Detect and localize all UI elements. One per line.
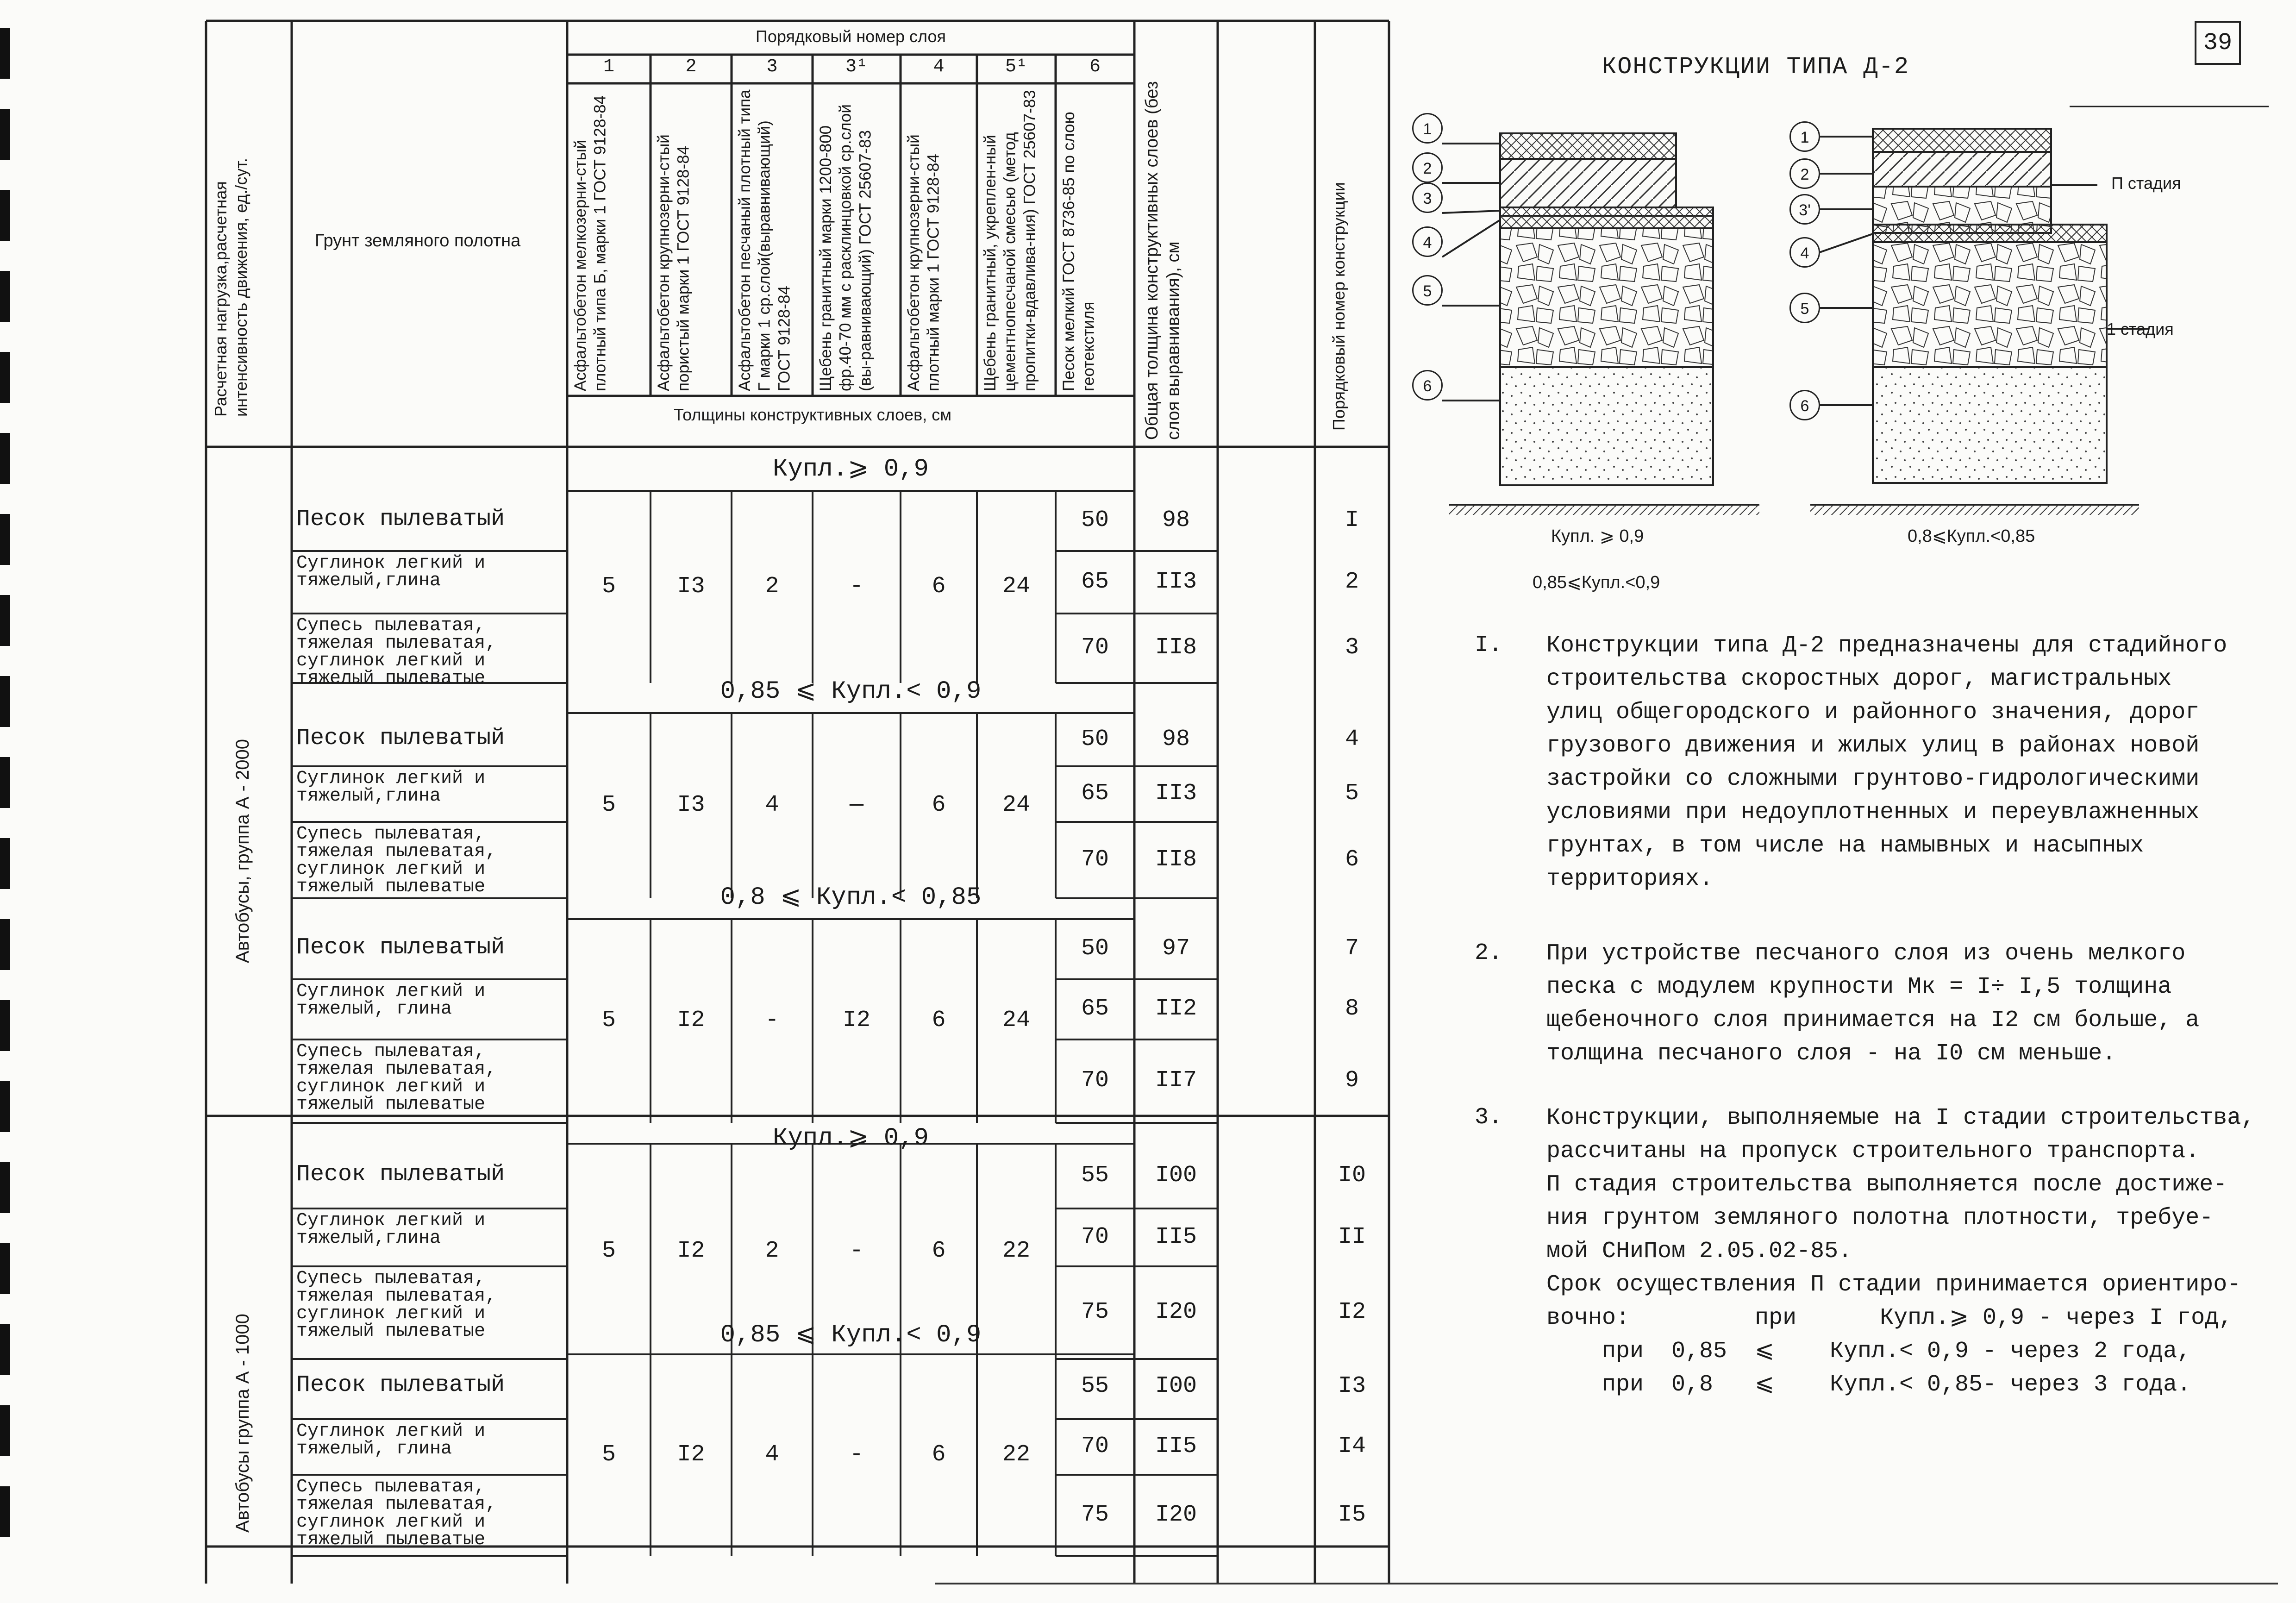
construction-number: 4 xyxy=(1345,726,1359,752)
total-thickness: II3 xyxy=(1155,780,1197,807)
soil-type: Суглинок легкий и тяжелый,глина xyxy=(296,1210,486,1249)
layer-thickness-value: 5 xyxy=(601,1441,616,1468)
total-thickness: 98 xyxy=(1162,507,1190,533)
total-thickness: II7 xyxy=(1155,1067,1197,1094)
layer-number: 5¹ xyxy=(1005,56,1027,77)
total-thickness: 98 xyxy=(1162,726,1190,752)
total-thickness: II3 xyxy=(1155,568,1197,595)
page-number: 39 xyxy=(2203,29,2233,56)
construction-number: 5 xyxy=(1345,780,1359,807)
stage-1-label: 1 стадия xyxy=(2107,319,2174,338)
note-text: Конструкции типа Д-2 предназначены для стадийного строительства скоростных дорог, магистральных улиц общегородского и районного значения, дорог грузового движения и жилых улиц в районах новой застройки со сложными грунтово-гидрологическими условиями при недоуплотненных и переувлажненных грунтах, в том числе на намывных и насыпных территориях. xyxy=(1546,632,2227,892)
construction-number: I3 xyxy=(1338,1373,1366,1399)
layer-number: 2 xyxy=(685,56,697,77)
thickness-label: Толщины конструктивных слоев, см xyxy=(673,405,952,424)
layer-header: Асфальтобетон мелкозерни-стый плотный типа Б, марки 1 ГОСТ 9128-84 xyxy=(571,95,609,391)
sand-thickness: 70 xyxy=(1081,846,1109,873)
layer-thickness-value: I2 xyxy=(677,1441,705,1468)
layer-thickness-value: - xyxy=(765,1007,779,1033)
right-caption: 0,8⩽Купл.<0,85 xyxy=(1908,526,2035,546)
layer-thickness-value: 2 xyxy=(765,573,779,600)
sand-thickness: 65 xyxy=(1081,568,1109,595)
band-label: 0,85 ⩽ Купл.< 0,9 xyxy=(720,677,982,706)
band-label: 0,8 ⩽ Купл.< 0,85 xyxy=(720,883,982,912)
note-number: 2. xyxy=(1475,940,1503,966)
construction-number: I5 xyxy=(1338,1501,1366,1528)
sand-thickness: 70 xyxy=(1081,634,1109,661)
layer-thickness-value: 24 xyxy=(1002,573,1030,600)
layer-callout: 1 xyxy=(1789,121,1820,152)
layer-number: 4 xyxy=(933,56,945,77)
soil-type: Супесь пылеватая, тяжелая пылеватая, суглинок легкий и тяжелый пылеватые xyxy=(296,824,497,897)
construction-number: I4 xyxy=(1338,1433,1366,1459)
layer-number-heading: Порядковый номер слоя xyxy=(756,27,946,46)
note-text: Конструкции, выполняемые на I стадии строительства, рассчитаны на пропуск строительного транспорта. П стадия строительства выполняется после достиже- ния грунтом земляного полотна плотности, требуе- мой СНиПом 2.05.02-85. Срок осуществления П стадии принимается ориентиро- вочно: при Купл.⩾ 0,9 - через I год, при 0,85 ⩽ Купл.< 0,9 - через 2 года, при 0,8 ⩽ Купл.< 0,85- через 3 года. xyxy=(1546,1105,2255,1398)
layer-thickness-value: I3 xyxy=(677,792,705,818)
layer-header: Щебень гранитный, укреплен-ный цементнопесчаной смесью (метод пропитки-вдавлива-ния) ГОСТ 25607-83 xyxy=(981,90,1039,391)
construction-number: 7 xyxy=(1345,935,1359,962)
layer-callout: 3 xyxy=(1412,182,1443,213)
layer-callout: 2 xyxy=(1789,158,1820,189)
sand-thickness: 50 xyxy=(1081,726,1109,752)
layer-header: Асфальтобетон песчаный плотный типа Г марки 1 ср.слой(выравнивающий) ГОСТ 9128-84 xyxy=(736,89,794,391)
sand-thickness: 65 xyxy=(1081,996,1109,1022)
soil-type: Супесь пылеватая, тяжелая пылеватая, суглинок легкий и тяжелый пылеватые xyxy=(296,1268,497,1342)
sand-thickness: 70 xyxy=(1081,1067,1109,1094)
layer-thickness-value: 24 xyxy=(1002,1007,1030,1033)
total-thickness-header: Общая толщина конструктивных слоев (без слоя выравнивания), см xyxy=(1142,81,1183,440)
construction-number: 8 xyxy=(1345,996,1359,1022)
construction-number: 6 xyxy=(1345,846,1359,873)
total-thickness: II8 xyxy=(1155,846,1197,873)
layer-header: Песок мелкий ГОСТ 8736-85 по слою геотекстиля xyxy=(1060,112,1098,391)
band-label: Купл.⩾ 0,9 xyxy=(773,455,929,483)
soil-type: Супесь пылеватая, тяжелая пылеватая, суглинок легкий и тяжелый пылеватые xyxy=(296,1477,497,1550)
layer-callout: 6 xyxy=(1412,370,1443,401)
soil-type: Суглинок легкий и тяжелый, глина xyxy=(296,981,486,1020)
soil-type: Песок пылеватый xyxy=(296,1161,505,1188)
total-thickness: II2 xyxy=(1155,996,1197,1022)
layer-callout: 2 xyxy=(1412,152,1443,183)
drawing-title: КОНСТРУКЦИИ ТИПА Д-2 xyxy=(1602,53,1910,81)
layer-thickness-value: 5 xyxy=(601,1237,616,1264)
sand-thickness: 55 xyxy=(1081,1162,1109,1189)
layer-callout: 4 xyxy=(1412,226,1443,257)
layer-callout: 3' xyxy=(1789,194,1820,225)
group-load-label-2: Автобусы группа А - 1000 xyxy=(232,1314,253,1533)
layer-callout: 6 xyxy=(1789,390,1820,420)
layer-thickness-value: I2 xyxy=(842,1007,870,1033)
sand-thickness: 75 xyxy=(1081,1299,1109,1325)
layer-callout: 1 xyxy=(1412,113,1443,144)
total-thickness: 97 xyxy=(1162,935,1190,962)
layer-thickness-value: I2 xyxy=(677,1237,705,1264)
left-caption-b: 0,85⩽Купл.<0,9 xyxy=(1533,573,1660,592)
layer-header: Асфальтобетон крупнозерни-стый пористый марки 1 ГОСТ 9128-84 xyxy=(655,134,693,391)
layer-callout: 5 xyxy=(1789,293,1820,323)
note-number: 3. xyxy=(1475,1104,1503,1131)
sand-thickness: 50 xyxy=(1081,935,1109,962)
layer-thickness-value: — xyxy=(849,792,863,818)
layer-thickness-value: 4 xyxy=(765,1441,779,1468)
total-thickness: II5 xyxy=(1155,1433,1197,1459)
layer-thickness-value: 6 xyxy=(932,1237,946,1264)
soil-type: Песок пылеватый xyxy=(296,934,505,961)
band-label: Купл.⩾ 0,9 xyxy=(773,1124,929,1152)
sand-thickness: 70 xyxy=(1081,1223,1109,1250)
total-thickness: I00 xyxy=(1155,1373,1197,1399)
layer-header: Асфальтобетон крупнозерни-стый плотный марки 1 ГОСТ 9128-84 xyxy=(905,134,943,391)
sand-thickness: 50 xyxy=(1081,507,1109,533)
layer-thickness-value: 6 xyxy=(932,792,946,818)
layer-number: 1 xyxy=(603,56,614,77)
construction-number: II xyxy=(1338,1223,1366,1250)
construction-number-header: Порядковый номер конструкции xyxy=(1329,182,1348,431)
soil-type: Супесь пылеватая, тяжелая пылеватая, суглинок легкий и тяжелый пылеватые xyxy=(296,1041,497,1115)
layer-number: 6 xyxy=(1089,56,1101,77)
group-load-label-1: Автобусы, группа А - 2000 xyxy=(232,739,253,963)
stage-2-label: П стадия xyxy=(2111,174,2181,193)
layer-thickness-value: - xyxy=(849,1441,863,1468)
soil-type: Песок пылеватый xyxy=(296,725,505,751)
construction-number: 3 xyxy=(1345,634,1359,661)
soil-type: Супесь пылеватая, тяжелая пылеватая, суглинок легкий и тяжелый пылеватые xyxy=(296,615,497,689)
note-number: I. xyxy=(1475,632,1503,658)
sand-thickness: 75 xyxy=(1081,1501,1109,1528)
layer-thickness-value: I2 xyxy=(677,1007,705,1033)
sand-thickness: 70 xyxy=(1081,1433,1109,1459)
layer-header: Щебень гранитный марки 1200-800 фр.40-70 мм с расклинцовкой ср.слой (вы-равнивающий) ГОСТ 25607-83 xyxy=(817,104,875,391)
load-column-header: Расчетная нагрузка,расчетная интенсивность движения, ед./сут. xyxy=(211,158,250,417)
construction-number: I0 xyxy=(1338,1162,1366,1189)
construction-number: 9 xyxy=(1345,1067,1359,1094)
total-thickness: I20 xyxy=(1155,1299,1197,1325)
layer-thickness-value: 22 xyxy=(1002,1237,1030,1264)
soil-column-header-text: Грунт земляного полотна xyxy=(315,231,521,250)
layer-thickness-value: - xyxy=(849,573,863,600)
soil-type: Песок пылеватый xyxy=(296,1372,505,1398)
layer-thickness-value: 4 xyxy=(765,792,779,818)
layer-thickness-value: 6 xyxy=(932,1007,946,1033)
layer-thickness-value: 5 xyxy=(601,792,616,818)
layer-number: 3 xyxy=(766,56,778,77)
soil-type: Суглинок легкий и тяжелый, глина xyxy=(296,1421,486,1459)
total-thickness: II8 xyxy=(1155,634,1197,661)
soil-type: Суглинок легкий и тяжелый,глина xyxy=(296,768,486,807)
band-label: 0,85 ⩽ Купл.< 0,9 xyxy=(720,1321,982,1349)
sand-thickness: 65 xyxy=(1081,780,1109,807)
layer-thickness-value: 22 xyxy=(1002,1441,1030,1468)
layer-thickness-value: 6 xyxy=(932,573,946,600)
note-text: При устройстве песчаного слоя из очень мелкого песка с модулем крупности Мк = I÷ I,5 толщина щебеночного слоя принимается на I2 см больше, а толщина песчаного слоя - на I0 см меньше. xyxy=(1546,940,2200,1067)
construction-number: I xyxy=(1345,507,1359,533)
total-thickness: I20 xyxy=(1155,1501,1197,1528)
total-thickness: I00 xyxy=(1155,1162,1197,1189)
layer-thickness-value: 5 xyxy=(601,1007,616,1033)
layer-callout: 5 xyxy=(1412,275,1443,306)
left-caption-a: Купл. ⩾ 0,9 xyxy=(1551,526,1644,546)
layer-number: 3¹ xyxy=(845,56,868,77)
sand-thickness: 55 xyxy=(1081,1373,1109,1399)
construction-number: 2 xyxy=(1345,568,1359,595)
construction-number: I2 xyxy=(1338,1299,1366,1325)
soil-column-header xyxy=(315,227,556,255)
layer-thickness-value: 24 xyxy=(1002,792,1030,818)
soil-type: Суглинок легкий и тяжелый,глина xyxy=(296,553,486,591)
total-thickness: II5 xyxy=(1155,1223,1197,1250)
layer-thickness-value: I3 xyxy=(677,573,705,600)
soil-type: Песок пылеватый xyxy=(296,506,505,532)
layer-thickness-value: 6 xyxy=(932,1441,946,1468)
layer-callout: 4 xyxy=(1789,237,1820,268)
layer-thickness-value: 2 xyxy=(765,1237,779,1264)
bottom-rule xyxy=(935,1583,2278,1584)
layer-thickness-value: - xyxy=(849,1237,863,1264)
layer-thickness-value: 5 xyxy=(601,573,616,600)
